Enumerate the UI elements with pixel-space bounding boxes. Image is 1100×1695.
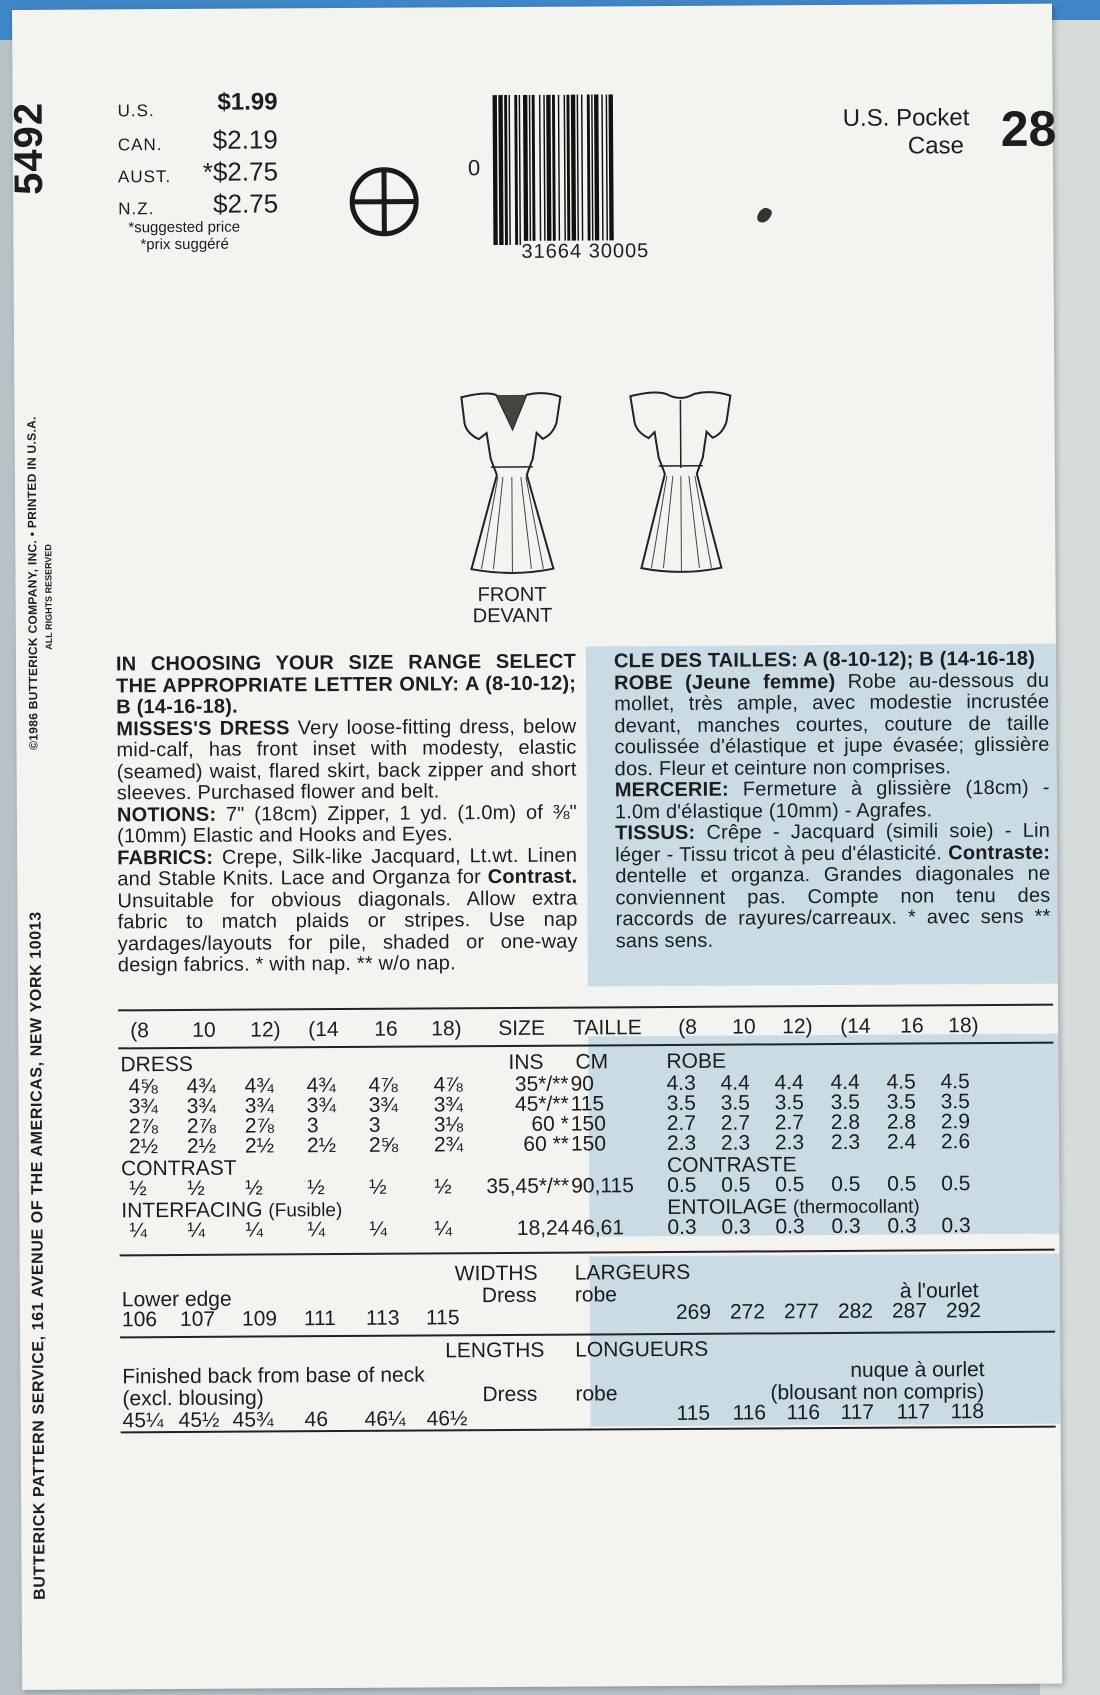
measurement-value: 272 [729, 1300, 766, 1324]
lengths-label: LENGTHS [445, 1338, 545, 1363]
fabric-width-ins: 60 ** [523, 1132, 570, 1156]
price-value: $1.99 [217, 88, 278, 116]
widths-label: WIDTHS [454, 1261, 538, 1286]
metre-value: 0.5 [667, 1173, 697, 1198]
price-row [118, 154, 278, 187]
size-fr: (14 [840, 1014, 871, 1038]
metre-value: 3.5 [940, 1090, 970, 1114]
yardage-value: 3¾ [306, 1094, 336, 1118]
description-heading: ROBE (Jeune femme) [614, 670, 836, 694]
measurement-value: 46¼ [364, 1407, 406, 1431]
metre-value: 0.5 [775, 1173, 805, 1197]
table-top-rule [118, 1004, 1053, 1012]
metre-value: 2.7 [720, 1111, 751, 1135]
pocket-label-2: Case [907, 132, 964, 160]
front-label-en: FRONT [477, 583, 547, 607]
cm-label: CM [575, 1050, 609, 1074]
entoilage-sub: (thermocollant) [792, 1196, 920, 1219]
yardage-value: 3¾ [433, 1093, 463, 1117]
description-heading: MISSES'S DRESS [116, 716, 290, 740]
description-paragraph [614, 648, 1035, 673]
yardage-value: ¼ [129, 1219, 148, 1243]
yardage-value: 2½ [186, 1134, 217, 1158]
size-fr: 16 [900, 1014, 924, 1038]
metre-value: 2.7 [774, 1111, 805, 1135]
measurement-value: 111 [303, 1307, 336, 1331]
ins-label: INS [508, 1050, 544, 1074]
price-country: U.S. [117, 101, 155, 121]
description-heading: NOTIONS: [116, 803, 217, 826]
metre-value: 4.4 [720, 1071, 750, 1095]
metre-value: 0.3 [775, 1215, 805, 1239]
robe-label: ROBE [666, 1049, 727, 1074]
fabric-width-ins: 35,45*/** [486, 1174, 570, 1199]
fabric-width-cm: 90,115 [571, 1174, 634, 1198]
largeurs-label: LARGEURS [574, 1260, 691, 1285]
fabric-width-cm: 150 [570, 1132, 607, 1156]
metre-value: 0.3 [941, 1214, 971, 1238]
nuque-label: nuque à ourlet [850, 1358, 985, 1382]
size-fr: (8 [678, 1015, 697, 1039]
yardage-value: 3¾ [244, 1094, 274, 1118]
yardage-value: ¼ [307, 1218, 326, 1242]
price-value: $2.19 [212, 124, 278, 155]
description-text: 7" (18cm) Zipper, 1 yd. (1.0m) of ⅜" (10mm) Elastic and Hooks and Eyes. [116, 801, 577, 848]
yardage-value: 3⅛ [433, 1113, 464, 1137]
fabric-width-ins: 35*/** [514, 1072, 569, 1096]
barcode-lead-digit: 0 [467, 155, 481, 181]
measurement-value: 46½ [426, 1407, 468, 1431]
measurement-value: 45¾ [232, 1408, 274, 1432]
dress-front-sketch [456, 389, 567, 580]
description-heading: Contrast. [487, 865, 578, 889]
measurement-value: 46 [304, 1408, 329, 1432]
description-heading: MERCERIE: [614, 778, 729, 802]
yardage-value: 2½ [128, 1135, 159, 1159]
yardage-value: 2⅝ [368, 1133, 399, 1157]
description-text: Very loose-fitting dress, below mid-calf, has front inset with modesty, elastic (seamed) waist, flared skirt, back zipper and short sleeves. Purchased flower and belt. [116, 715, 577, 805]
metre-value: 0.3 [887, 1214, 917, 1238]
french-description [614, 649, 1051, 953]
price-row [117, 88, 277, 123]
metre-value: 2.9 [940, 1110, 971, 1134]
metre-value: 3.5 [830, 1090, 860, 1115]
metre-value: 2.3 [720, 1131, 751, 1155]
metre-value: 0.3 [667, 1215, 697, 1240]
yardage-value: 3 [306, 1114, 319, 1138]
description-heading: FABRICS: [117, 846, 214, 869]
measurement-value: 115 [425, 1306, 460, 1330]
measurement-value: 292 [945, 1299, 982, 1323]
yardage-value: ¼ [369, 1217, 388, 1241]
finished-back-label: Finished back from base of neck [122, 1363, 425, 1389]
yardage-value: ½ [307, 1176, 325, 1200]
price-value: $2.75 [213, 188, 279, 219]
excl-blousing-label: (excl. blousing) [122, 1386, 264, 1411]
dress-label: DRESS [120, 1052, 193, 1077]
metre-value: 4.4 [830, 1070, 860, 1095]
yardage-value: ¼ [434, 1217, 453, 1241]
yardage-value: 2½ [306, 1134, 337, 1158]
lengths-robe: robe [575, 1382, 618, 1406]
dress-back-sketch [626, 388, 735, 579]
price-list [117, 88, 278, 253]
measurement-value: 116 [786, 1401, 821, 1425]
pattern-envelope-back [6, 4, 1062, 1690]
metre-value: 4.5 [940, 1070, 970, 1094]
description-heading: CLE DES TAILLES: A (8-10-12); B (14-16-18) [613, 647, 1036, 673]
metre-value: 2.3 [666, 1131, 697, 1156]
yardage-value: ¼ [245, 1218, 264, 1242]
metre-value: 3.5 [774, 1091, 804, 1115]
yardage-value: 4¾ [186, 1074, 216, 1098]
size-en: (8 [130, 1019, 149, 1043]
price-note-fr: *prix suggéré [140, 235, 229, 254]
measurement-value: 107 [179, 1307, 216, 1331]
header-rule [118, 1042, 1053, 1050]
measurement-value: 118 [950, 1400, 985, 1424]
size-en: 16 [374, 1017, 398, 1041]
metre-value: 2.8 [830, 1110, 861, 1135]
description-heading: Contraste: [948, 841, 1051, 864]
ink-smudge [755, 205, 773, 225]
size-label: SIZE [498, 1016, 545, 1041]
metre-value: 3.5 [886, 1090, 916, 1114]
fabric-width-ins: 18,24 [516, 1216, 570, 1240]
metre-value: 3.5 [720, 1091, 750, 1115]
price-row [118, 122, 278, 155]
description-text: Crepe, Silk-like Jacquard, Lt.wt. Linen and Stable Knits. Lace and Organza for [117, 844, 578, 891]
lower-edge-label: Lower edge [121, 1287, 232, 1312]
measurement-value: 45½ [178, 1408, 220, 1433]
yardage-value: ½ [369, 1175, 387, 1199]
size-en: 12) [250, 1018, 281, 1042]
registration-mark-icon [348, 166, 420, 238]
description-text: Crêpe - Jacquard (simili soie) - Lin léger - Tissu tricot à peu d'élasticité. [615, 819, 1051, 866]
pocket-label-1: U.S. Pocket [842, 104, 970, 132]
size-fr: 18) [948, 1014, 979, 1038]
measurement-value: 116 [732, 1401, 767, 1425]
size-en: 10 [192, 1018, 216, 1042]
interfacing-sub: (Fusible) [268, 1200, 343, 1222]
description-paragraph [117, 801, 577, 847]
price-row [118, 186, 278, 219]
measurement-value: 287 [891, 1299, 928, 1323]
yardage-value: 3¾ [368, 1093, 398, 1117]
description-paragraph [615, 777, 1050, 823]
metre-value: 2.7 [666, 1111, 697, 1136]
size-en: 18) [431, 1017, 462, 1041]
yardage-value: ½ [187, 1176, 205, 1200]
metre-value: 2.6 [940, 1130, 971, 1154]
widths-dress: Dress [481, 1283, 537, 1308]
price-country: CAN. [117, 135, 163, 155]
fabric-width-cm: 150 [570, 1112, 606, 1136]
measurement-value: 117 [896, 1400, 931, 1424]
measurement-value: 45¼ [122, 1409, 164, 1433]
size-en: (14 [308, 1018, 339, 1042]
measurement-value: 277 [783, 1300, 820, 1324]
description-heading: IN CHOOSING YOUR SIZE RANGE SELECT THE APPROPRIATE LETTER ONLY: A (8-10-12); B (14-16-18). [115, 650, 577, 719]
measurement-value: 109 [241, 1307, 278, 1331]
entoilage-label-text: ENTOILAGE [667, 1195, 788, 1220]
blousant-label: (blousant non compris) [770, 1380, 985, 1405]
description-text: Robe au-dessous du mollet, très ample, avec modestie incrustée devant, manches courtes, couture de taille coulissée d'élastique et jupe évasée; glissière dos. Fleur et ceinture non comprises. [614, 669, 1050, 780]
size-fr: 12) [782, 1015, 813, 1039]
metre-value: 4.3 [666, 1071, 696, 1096]
price-value: *$2.75 [202, 156, 279, 187]
description-paragraph [116, 651, 576, 719]
measurement-value: 106 [121, 1308, 158, 1332]
lengths-section [120, 1336, 1061, 1432]
barcode-number: 31664 30005 [521, 240, 650, 263]
size-fr: 10 [732, 1015, 756, 1039]
yardage-value: 2½ [244, 1134, 275, 1158]
yardage-value: ½ [245, 1176, 263, 1200]
yardage-value: 4⅝ [128, 1075, 158, 1099]
lengths-dress: Dress [482, 1382, 538, 1407]
table-row [119, 1172, 1059, 1201]
metre-value: 3.5 [666, 1091, 696, 1116]
measurement-value: 117 [840, 1400, 875, 1424]
widths-robe: robe [574, 1283, 617, 1307]
interfacing-label-text: INTERFACING [121, 1198, 263, 1223]
size-header-row [118, 1014, 1058, 1043]
spine-rights: ALL RIGHTS RESERVED [43, 544, 54, 650]
metre-value: 2.8 [886, 1110, 917, 1134]
barcode-icon [491, 94, 702, 245]
metre-value: 0.3 [831, 1214, 861, 1239]
yardage-value: 4¾ [244, 1074, 274, 1098]
yardage-value: 4⅞ [433, 1073, 463, 1097]
metre-value: 2.4 [886, 1130, 917, 1154]
english-description [116, 652, 578, 977]
metre-value: 0.3 [721, 1215, 751, 1239]
metre-value: 4.4 [774, 1071, 804, 1095]
yardage-value: 3¾ [128, 1095, 158, 1119]
spine-copyright: ©1986 BUTTERICK COMPANY, INC. • PRINTED IN U.S.A. [24, 416, 41, 750]
yardage-value: ¼ [187, 1218, 206, 1242]
yardage-table [118, 1004, 1059, 1250]
front-label-fr: DEVANT [472, 604, 553, 628]
description-paragraph [116, 715, 576, 804]
barcode [491, 94, 702, 263]
price-note-en: *suggested price [128, 218, 241, 237]
pocket-case [842, 100, 1063, 161]
description-text: Unsuitable for obvious diagonals. Allow extra fabric to match plaids or stripes. Use nap yardages/layouts for pile, shaded or one-way design fabrics. * with nap. ** w/o nap. [117, 887, 578, 977]
description-heading: TISSUS: [614, 821, 696, 845]
price-country: AUST. [117, 167, 172, 187]
measurement-value: 113 [365, 1306, 400, 1330]
yardage-value: ½ [129, 1177, 147, 1201]
measurement-value: 282 [837, 1299, 874, 1323]
yardage-value: 2⅞ [186, 1114, 217, 1138]
metre-value: 2.3 [830, 1130, 861, 1155]
yardage-value: 4⅞ [368, 1073, 398, 1097]
pattern-number: 5492 [6, 101, 52, 196]
fabric-width-ins: 60 * [531, 1112, 569, 1136]
price-country: N.Z. [118, 199, 155, 219]
yardage-value: 3¾ [186, 1094, 216, 1118]
description-text: Fermeture à glissière (18cm) - 1.0m d'élastique (10mm) - Agrafes. [614, 776, 1050, 823]
taille-label: TAILLE [573, 1016, 642, 1040]
longueurs-label: LONGUEURS [575, 1337, 709, 1362]
contrast-label: CONTRAST [121, 1156, 237, 1181]
yardage-value: 2⅞ [244, 1114, 275, 1138]
yardage-value: 2⅞ [128, 1115, 159, 1139]
spine-company: BUTTERICK PATTERN SERVICE, 161 AVENUE OF THE AMERICAS, NEW YORK 10013 [27, 911, 49, 1600]
metre-value: 0.5 [831, 1172, 861, 1197]
fabric-width-ins: 45*/** [514, 1092, 569, 1116]
yardage-value: 2¾ [433, 1133, 464, 1157]
pocket-case-number: 28 [1000, 100, 1057, 157]
metre-value: 0.5 [887, 1172, 917, 1196]
metre-value: 0.5 [721, 1173, 751, 1197]
fabric-width-cm: 115 [570, 1092, 605, 1116]
yardage-value: 4¾ [306, 1074, 336, 1098]
a-lourlet-label: à l'ourlet [899, 1279, 979, 1303]
contraste-label: CONTRASTE [667, 1153, 797, 1178]
yardage-value: 3 [368, 1113, 381, 1137]
fabric-width-cm: 90 [570, 1072, 595, 1096]
metre-value: 2.3 [774, 1131, 805, 1155]
yardage-value: ½ [434, 1175, 452, 1199]
description-text: dentelle et organza. Grandes diagonales ne conviennent pas. Compte non tenu des raccords de rayures/carreaux. * avec sens ** sans sens. [615, 862, 1051, 952]
metre-value: 4.5 [886, 1070, 916, 1094]
measurement-value: 115 [676, 1401, 711, 1425]
measurement-value: 269 [675, 1300, 712, 1324]
metre-value: 0.5 [941, 1172, 971, 1196]
fabric-width-cm: 46,61 [571, 1216, 625, 1240]
description-paragraph [614, 669, 1050, 780]
